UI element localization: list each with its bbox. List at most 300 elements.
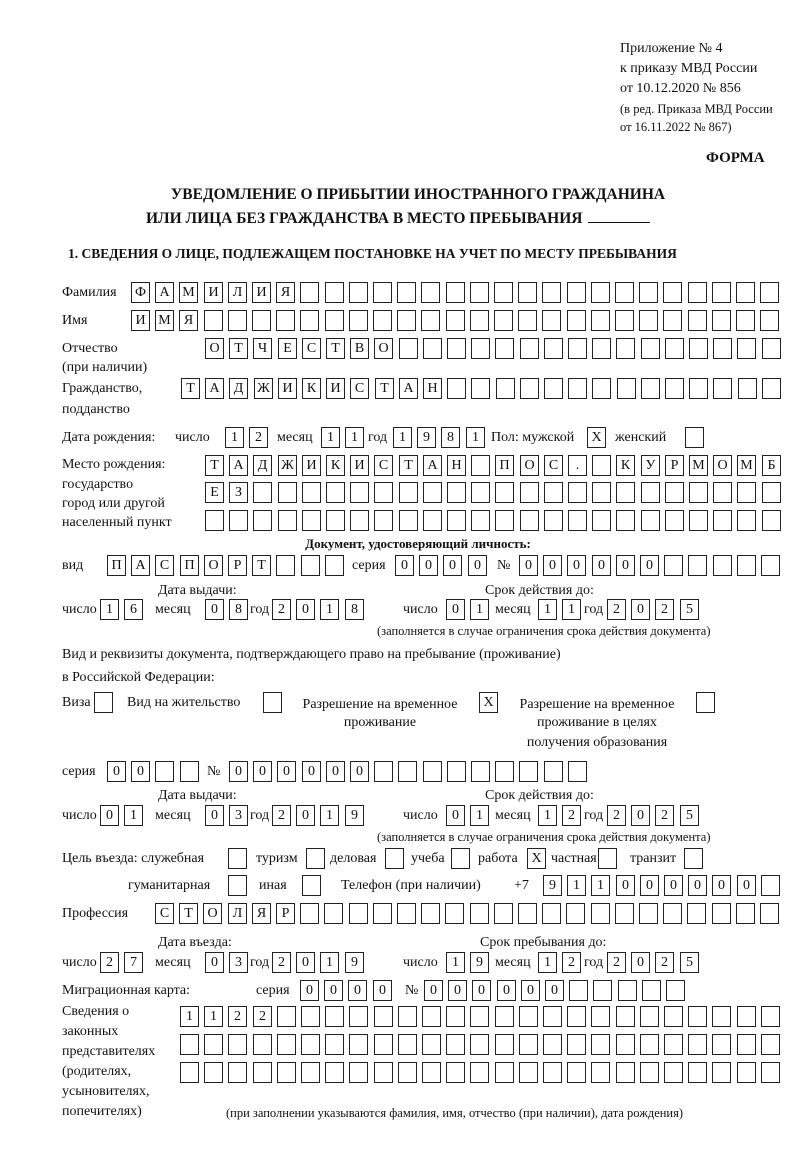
reps-line1-cell[interactable] (567, 1006, 586, 1027)
id-issue-year-cell[interactable]: 0 (296, 599, 315, 620)
id-series-cell[interactable]: 0 (468, 555, 487, 576)
birthplace-line3-cell[interactable] (737, 510, 756, 531)
rp-number-cell[interactable] (544, 761, 563, 782)
birthplace-line2-cell[interactable] (495, 482, 514, 503)
citizenship-cell[interactable] (496, 378, 515, 399)
mc-number-cell[interactable] (593, 980, 612, 1001)
reps-line3-cell[interactable] (737, 1062, 756, 1083)
birthplace-line2-cell[interactable] (592, 482, 611, 503)
id-number-cell[interactable]: 0 (616, 555, 635, 576)
birthplace-line2-cell[interactable] (665, 482, 684, 503)
reps-line1-cell[interactable] (664, 1006, 683, 1027)
mc-series-cell[interactable]: 0 (348, 980, 367, 1001)
citizenship-cell[interactable]: К (302, 378, 321, 399)
citizenship-cell[interactable] (544, 378, 563, 399)
reps-line2-cell[interactable] (374, 1034, 393, 1055)
reps-line1-cell[interactable] (737, 1006, 756, 1027)
reps-line2-cell[interactable] (325, 1034, 344, 1055)
phone-cell[interactable]: 0 (712, 875, 731, 896)
surname-cell[interactable] (712, 282, 731, 303)
name-cell[interactable]: Я (179, 310, 198, 331)
birth-year-cell[interactable]: 1 (393, 427, 412, 448)
patronymic-cell[interactable] (713, 338, 732, 359)
profession-cell[interactable] (639, 903, 658, 924)
reps-line3-cell[interactable] (640, 1062, 659, 1083)
birthplace-line1-cell[interactable]: М (737, 455, 756, 476)
profession-cell[interactable] (445, 903, 464, 924)
mc-number-cell[interactable] (618, 980, 637, 1001)
rp-valid-year-cell[interactable]: 2 (655, 805, 674, 826)
entry-month-cell[interactable]: 3 (229, 952, 248, 973)
reps-line3-cell[interactable] (253, 1062, 272, 1083)
birthplace-line1-cell[interactable]: О (520, 455, 539, 476)
surname-cell[interactable] (494, 282, 513, 303)
reps-line1-cell[interactable] (422, 1006, 441, 1027)
reps-line3-cell[interactable] (761, 1062, 780, 1083)
birthplace-line3-cell[interactable] (471, 510, 490, 531)
birthplace-line3-cell[interactable] (423, 510, 442, 531)
id-kind-cell[interactable] (301, 555, 320, 576)
rp-valid-month-cell[interactable]: 1 (538, 805, 557, 826)
phone-cell[interactable]: 0 (688, 875, 707, 896)
birthplace-line3-cell[interactable] (302, 510, 321, 531)
reps-line3-cell[interactable] (228, 1062, 247, 1083)
entry-year-cell[interactable]: 2 (272, 952, 291, 973)
birthplace-line3-cell[interactable] (641, 510, 660, 531)
citizenship-cell[interactable]: Т (181, 378, 200, 399)
purpose-work-checkbox[interactable]: X (527, 848, 546, 869)
reps-line2-cell[interactable] (737, 1034, 756, 1055)
name-cell[interactable] (446, 310, 465, 331)
birthplace-line3-cell[interactable] (520, 510, 539, 531)
reps-line1-cell[interactable] (712, 1006, 731, 1027)
surname-cell[interactable] (639, 282, 658, 303)
entry-year-cell[interactable]: 9 (345, 952, 364, 973)
reps-line2-cell[interactable] (543, 1034, 562, 1055)
reps-line3-cell[interactable] (543, 1062, 562, 1083)
citizenship-cell[interactable] (713, 378, 732, 399)
name-cell[interactable] (591, 310, 610, 331)
citizenship-cell[interactable]: И (326, 378, 345, 399)
birthplace-line2-cell[interactable] (520, 482, 539, 503)
birthplace-line2-cell[interactable] (616, 482, 635, 503)
stay-month-cell[interactable]: 2 (562, 952, 581, 973)
birthplace-line2-cell[interactable]: З (229, 482, 248, 503)
birth-day-cell[interactable]: 2 (249, 427, 268, 448)
reps-line2-cell[interactable] (204, 1034, 223, 1055)
id-series-cell[interactable]: 0 (395, 555, 414, 576)
reps-line3-cell[interactable] (422, 1062, 441, 1083)
patronymic-cell[interactable]: С (302, 338, 321, 359)
rp-number-cell[interactable] (423, 761, 442, 782)
birth-year-cell[interactable]: 8 (441, 427, 460, 448)
patronymic-cell[interactable] (520, 338, 539, 359)
rp-issue-year-cell[interactable]: 0 (296, 805, 315, 826)
reps-line3-cell[interactable] (664, 1062, 683, 1083)
reps-line2-cell[interactable] (591, 1034, 610, 1055)
profession-cell[interactable]: О (203, 903, 222, 924)
patronymic-cell[interactable] (762, 338, 781, 359)
patronymic-cell[interactable] (447, 338, 466, 359)
birth-day-cell[interactable]: 1 (225, 427, 244, 448)
id-number-cell[interactable]: 0 (567, 555, 586, 576)
id-kind-cell[interactable]: С (155, 555, 174, 576)
reps-line1-cell[interactable] (470, 1006, 489, 1027)
mc-number-cell[interactable]: 0 (472, 980, 491, 1001)
profession-cell[interactable] (300, 903, 319, 924)
name-cell[interactable] (615, 310, 634, 331)
birthplace-line1-cell[interactable] (592, 455, 611, 476)
phone-cell[interactable]: 0 (737, 875, 756, 896)
rp-number-cell[interactable]: 0 (229, 761, 248, 782)
purpose-transit-checkbox[interactable] (684, 848, 703, 869)
entry-day-cell[interactable]: 7 (124, 952, 143, 973)
reps-line2-cell[interactable] (470, 1034, 489, 1055)
citizenship-cell[interactable] (617, 378, 636, 399)
reps-line2-cell[interactable] (253, 1034, 272, 1055)
citizenship-cell[interactable]: А (399, 378, 418, 399)
id-series-cell[interactable]: 0 (443, 555, 462, 576)
rp-number-cell[interactable] (471, 761, 490, 782)
id-kind-cell[interactable] (276, 555, 295, 576)
birthplace-line2-cell[interactable]: Е (205, 482, 224, 503)
mc-number-cell[interactable] (642, 980, 661, 1001)
id-kind-cell[interactable]: П (180, 555, 199, 576)
sex-male-checkbox[interactable]: X (587, 427, 606, 448)
rp-number-cell[interactable] (398, 761, 417, 782)
reps-line3-cell[interactable] (688, 1062, 707, 1083)
surname-cell[interactable] (736, 282, 755, 303)
id-number-cell[interactable]: 0 (519, 555, 538, 576)
citizenship-cell[interactable] (471, 378, 490, 399)
id-number-cell[interactable]: 0 (640, 555, 659, 576)
reps-line2-cell[interactable] (180, 1034, 199, 1055)
birthplace-line2-cell[interactable] (278, 482, 297, 503)
patronymic-cell[interactable] (544, 338, 563, 359)
phone-cell[interactable]: 1 (567, 875, 586, 896)
rp-number-cell[interactable] (568, 761, 587, 782)
reps-line1-cell[interactable] (616, 1006, 635, 1027)
birthplace-line3-cell[interactable] (713, 510, 732, 531)
reps-line2-cell[interactable] (664, 1034, 683, 1055)
birth-year-cell[interactable]: 1 (466, 427, 485, 448)
birthplace-line3-cell[interactable] (253, 510, 272, 531)
birthplace-line2-cell[interactable] (302, 482, 321, 503)
id-valid-year-cell[interactable]: 0 (631, 599, 650, 620)
birthplace-line2-cell[interactable] (471, 482, 490, 503)
reps-line2-cell[interactable] (688, 1034, 707, 1055)
reps-line1-cell[interactable] (519, 1006, 538, 1027)
mc-number-cell[interactable] (666, 980, 685, 1001)
surname-cell[interactable] (470, 282, 489, 303)
name-cell[interactable] (470, 310, 489, 331)
id-kind-cell[interactable]: Р (228, 555, 247, 576)
rp-series-cell[interactable] (155, 761, 174, 782)
name-cell[interactable] (736, 310, 755, 331)
phone-cell[interactable]: 9 (543, 875, 562, 896)
birthplace-line3-cell[interactable] (665, 510, 684, 531)
patronymic-cell[interactable]: Т (326, 338, 345, 359)
surname-cell[interactable] (591, 282, 610, 303)
id-number-cell[interactable] (713, 555, 732, 576)
reps-line1-cell[interactable] (495, 1006, 514, 1027)
patronymic-cell[interactable] (423, 338, 442, 359)
rp-number-cell[interactable] (447, 761, 466, 782)
stay-year-cell[interactable]: 2 (607, 952, 626, 973)
reps-line1-cell[interactable]: 1 (204, 1006, 223, 1027)
birthplace-line1-cell[interactable]: А (229, 455, 248, 476)
reps-line2-cell[interactable] (301, 1034, 320, 1055)
birthplace-line1-cell[interactable]: М (689, 455, 708, 476)
stay-day-cell[interactable]: 1 (446, 952, 465, 973)
patronymic-cell[interactable]: О (205, 338, 224, 359)
birthplace-line2-cell[interactable] (447, 482, 466, 503)
birthplace-line2-cell[interactable] (737, 482, 756, 503)
name-cell[interactable] (276, 310, 295, 331)
birthplace-line3-cell[interactable] (568, 510, 587, 531)
rp-issue-day-cell[interactable]: 0 (100, 805, 119, 826)
patronymic-cell[interactable] (399, 338, 418, 359)
purpose-study-checkbox[interactable] (451, 848, 470, 869)
id-number-cell[interactable]: 0 (543, 555, 562, 576)
id-kind-cell[interactable]: О (204, 555, 223, 576)
name-cell[interactable] (204, 310, 223, 331)
mc-series-cell[interactable]: 0 (373, 980, 392, 1001)
profession-cell[interactable] (663, 903, 682, 924)
birthplace-line1-cell[interactable]: А (423, 455, 442, 476)
surname-cell[interactable]: Ф (131, 282, 150, 303)
citizenship-cell[interactable] (665, 378, 684, 399)
profession-cell[interactable] (687, 903, 706, 924)
rp-issue-year-cell[interactable]: 2 (272, 805, 291, 826)
rp-number-cell[interactable]: 0 (302, 761, 321, 782)
surname-cell[interactable] (518, 282, 537, 303)
surname-cell[interactable] (615, 282, 634, 303)
surname-cell[interactable] (397, 282, 416, 303)
reps-line3-cell[interactable] (180, 1062, 199, 1083)
name-cell[interactable]: М (155, 310, 174, 331)
reps-line3-cell[interactable] (712, 1062, 731, 1083)
birthplace-line1-cell[interactable]: Д (253, 455, 272, 476)
reps-line3-cell[interactable] (591, 1062, 610, 1083)
id-valid-day-cell[interactable]: 1 (470, 599, 489, 620)
birthplace-line1-cell[interactable]: С (544, 455, 563, 476)
name-cell[interactable] (494, 310, 513, 331)
rp-number-cell[interactable]: 0 (253, 761, 272, 782)
patronymic-cell[interactable] (665, 338, 684, 359)
temp-edu-checkbox[interactable] (696, 692, 715, 713)
surname-cell[interactable] (349, 282, 368, 303)
id-valid-year-cell[interactable]: 2 (655, 599, 674, 620)
birthplace-line3-cell[interactable] (326, 510, 345, 531)
rp-number-cell[interactable] (495, 761, 514, 782)
mc-number-cell[interactable]: 0 (448, 980, 467, 1001)
birthplace-line2-cell[interactable] (253, 482, 272, 503)
rp-number-cell[interactable]: 0 (350, 761, 369, 782)
name-cell[interactable] (639, 310, 658, 331)
patronymic-cell[interactable] (495, 338, 514, 359)
birthplace-line1-cell[interactable]: Т (399, 455, 418, 476)
birthplace-line3-cell[interactable] (229, 510, 248, 531)
phone-cell[interactable]: 0 (616, 875, 635, 896)
id-valid-month-cell[interactable]: 1 (538, 599, 557, 620)
name-cell[interactable] (567, 310, 586, 331)
birthplace-line1-cell[interactable]: К (326, 455, 345, 476)
id-number-cell[interactable] (761, 555, 780, 576)
rp-issue-year-cell[interactable]: 1 (320, 805, 339, 826)
name-cell[interactable] (663, 310, 682, 331)
reps-line1-cell[interactable] (446, 1006, 465, 1027)
profession-cell[interactable] (591, 903, 610, 924)
citizenship-cell[interactable] (447, 378, 466, 399)
rp-valid-day-cell[interactable]: 1 (470, 805, 489, 826)
birthplace-line1-cell[interactable]: Т (205, 455, 224, 476)
birthplace-line1-cell[interactable]: У (641, 455, 660, 476)
rp-valid-month-cell[interactable]: 2 (562, 805, 581, 826)
mc-number-cell[interactable] (569, 980, 588, 1001)
rp-number-cell[interactable]: 0 (326, 761, 345, 782)
birth-month-cell[interactable]: 1 (345, 427, 364, 448)
surname-cell[interactable]: Л (228, 282, 247, 303)
birthplace-line3-cell[interactable] (616, 510, 635, 531)
id-valid-month-cell[interactable]: 1 (562, 599, 581, 620)
birthplace-line1-cell[interactable]: И (350, 455, 369, 476)
phone-cell[interactable]: 0 (664, 875, 683, 896)
rp-valid-day-cell[interactable]: 0 (446, 805, 465, 826)
patronymic-cell[interactable]: Ч (253, 338, 272, 359)
name-cell[interactable] (300, 310, 319, 331)
citizenship-cell[interactable] (738, 378, 757, 399)
name-cell[interactable]: И (131, 310, 150, 331)
surname-cell[interactable] (760, 282, 779, 303)
profession-cell[interactable] (566, 903, 585, 924)
sex-female-checkbox[interactable] (685, 427, 704, 448)
id-issue-year-cell[interactable]: 1 (320, 599, 339, 620)
reps-line3-cell[interactable] (325, 1062, 344, 1083)
purpose-tourism-checkbox[interactable] (306, 848, 325, 869)
reps-line3-cell[interactable] (301, 1062, 320, 1083)
id-series-cell[interactable]: 0 (419, 555, 438, 576)
reps-line1-cell[interactable] (761, 1006, 780, 1027)
reps-line1-cell[interactable] (325, 1006, 344, 1027)
stay-day-cell[interactable]: 9 (470, 952, 489, 973)
patronymic-cell[interactable] (641, 338, 660, 359)
entry-day-cell[interactable]: 2 (100, 952, 119, 973)
reps-line1-cell[interactable] (349, 1006, 368, 1027)
phone-cell[interactable] (761, 875, 780, 896)
purpose-official-checkbox[interactable] (228, 848, 247, 869)
birthplace-line3-cell[interactable] (350, 510, 369, 531)
profession-cell[interactable]: С (155, 903, 174, 924)
patronymic-cell[interactable] (471, 338, 490, 359)
profession-cell[interactable] (397, 903, 416, 924)
id-kind-cell[interactable]: А (131, 555, 150, 576)
birthplace-line3-cell[interactable] (762, 510, 781, 531)
profession-cell[interactable]: Р (276, 903, 295, 924)
reps-line1-cell[interactable] (688, 1006, 707, 1027)
birthplace-line1-cell[interactable]: Б (762, 455, 781, 476)
name-cell[interactable] (228, 310, 247, 331)
rp-issue-month-cell[interactable]: 3 (229, 805, 248, 826)
id-valid-year-cell[interactable]: 2 (607, 599, 626, 620)
surname-cell[interactable]: Я (276, 282, 295, 303)
rp-number-cell[interactable] (519, 761, 538, 782)
reps-line1-cell[interactable] (374, 1006, 393, 1027)
entry-year-cell[interactable]: 1 (320, 952, 339, 973)
reps-line1-cell[interactable] (301, 1006, 320, 1027)
rp-issue-month-cell[interactable]: 0 (205, 805, 224, 826)
surname-cell[interactable]: И (204, 282, 223, 303)
birthplace-line3-cell[interactable] (447, 510, 466, 531)
reps-line1-cell[interactable] (591, 1006, 610, 1027)
birthplace-line2-cell[interactable] (350, 482, 369, 503)
reps-line2-cell[interactable] (761, 1034, 780, 1055)
birthplace-line2-cell[interactable] (423, 482, 442, 503)
reps-line2-cell[interactable] (519, 1034, 538, 1055)
patronymic-cell[interactable] (689, 338, 708, 359)
surname-cell[interactable] (300, 282, 319, 303)
name-cell[interactable] (542, 310, 561, 331)
rp-series-cell[interactable]: 0 (107, 761, 126, 782)
birthplace-line3-cell[interactable] (592, 510, 611, 531)
name-cell[interactable] (349, 310, 368, 331)
patronymic-cell[interactable] (592, 338, 611, 359)
birthplace-line1-cell[interactable]: Ж (278, 455, 297, 476)
id-valid-day-cell[interactable]: 0 (446, 599, 465, 620)
surname-cell[interactable]: А (155, 282, 174, 303)
citizenship-cell[interactable]: Ж (254, 378, 273, 399)
birthplace-line3-cell[interactable] (689, 510, 708, 531)
profession-cell[interactable] (494, 903, 513, 924)
reps-line2-cell[interactable] (422, 1034, 441, 1055)
reps-line1-cell[interactable]: 2 (228, 1006, 247, 1027)
surname-cell[interactable] (373, 282, 392, 303)
patronymic-cell[interactable] (568, 338, 587, 359)
citizenship-cell[interactable] (762, 378, 781, 399)
id-valid-year-cell[interactable]: 5 (680, 599, 699, 620)
name-cell[interactable] (325, 310, 344, 331)
birthplace-line1-cell[interactable]: С (374, 455, 393, 476)
id-issue-month-cell[interactable]: 8 (229, 599, 248, 620)
name-cell[interactable] (421, 310, 440, 331)
profession-cell[interactable] (421, 903, 440, 924)
mc-series-cell[interactable]: 0 (300, 980, 319, 1001)
id-issue-year-cell[interactable]: 8 (345, 599, 364, 620)
patronymic-cell[interactable] (616, 338, 635, 359)
reps-line3-cell[interactable] (398, 1062, 417, 1083)
surname-cell[interactable] (567, 282, 586, 303)
birthplace-line1-cell[interactable]: Н (447, 455, 466, 476)
reps-line2-cell[interactable] (616, 1034, 635, 1055)
id-kind-cell[interactable] (325, 555, 344, 576)
name-cell[interactable] (688, 310, 707, 331)
profession-cell[interactable]: Т (179, 903, 198, 924)
reps-line3-cell[interactable] (495, 1062, 514, 1083)
place-of-stay-blank[interactable] (588, 206, 650, 223)
reps-line2-cell[interactable] (398, 1034, 417, 1055)
rp-valid-year-cell[interactable]: 2 (607, 805, 626, 826)
phone-cell[interactable]: 0 (640, 875, 659, 896)
patronymic-cell[interactable]: Е (278, 338, 297, 359)
profession-cell[interactable] (542, 903, 561, 924)
name-cell[interactable] (712, 310, 731, 331)
citizenship-cell[interactable]: А (205, 378, 224, 399)
profession-cell[interactable] (712, 903, 731, 924)
name-cell[interactable] (252, 310, 271, 331)
birthplace-line1-cell[interactable]: П (495, 455, 514, 476)
profession-cell[interactable] (470, 903, 489, 924)
rp-series-cell[interactable] (180, 761, 199, 782)
